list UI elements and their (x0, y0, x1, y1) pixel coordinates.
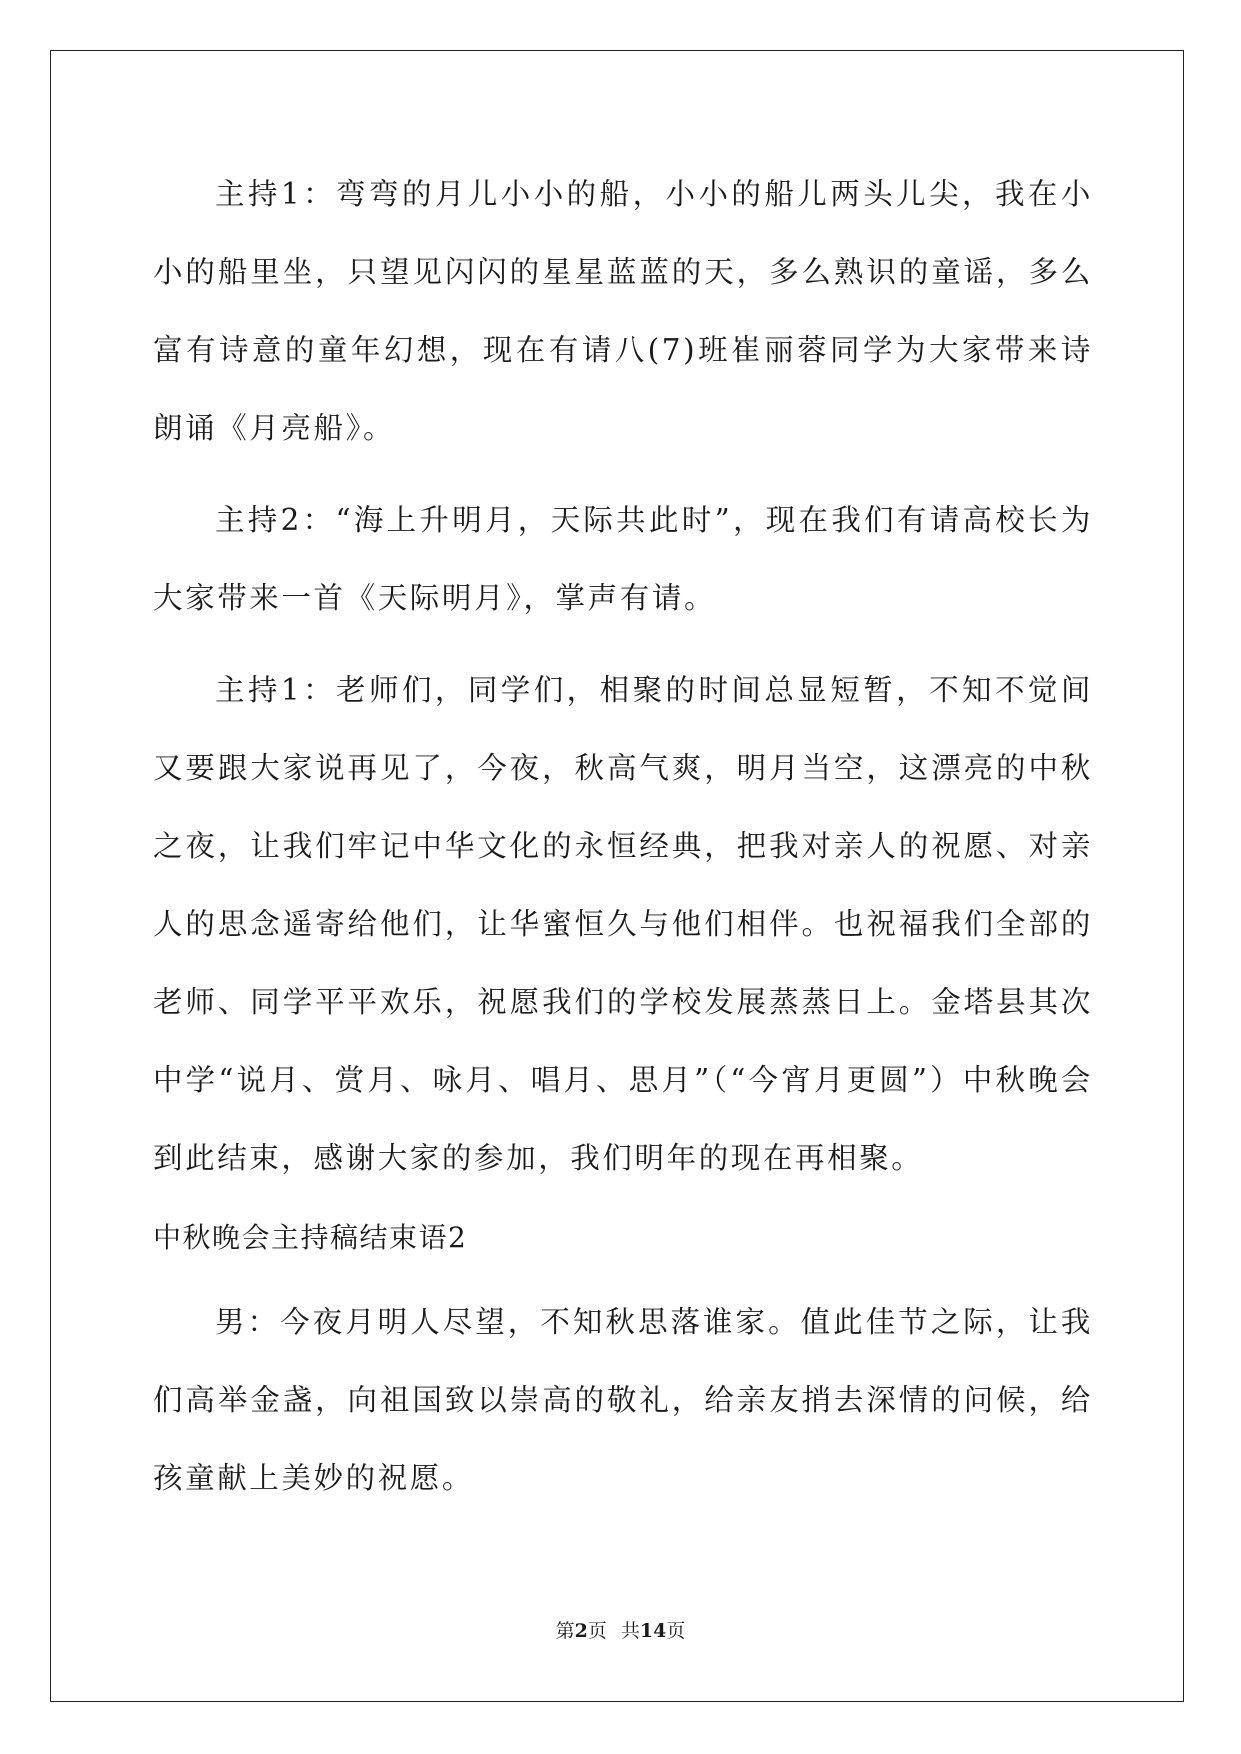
total-pages: 14 (639, 1620, 667, 1642)
total-suffix: 页 (666, 1620, 686, 1642)
section-heading: 中秋晚会主持稿结束语2 (153, 1221, 468, 1254)
page-footer (0, 1616, 1241, 1643)
paragraph-male-host: 男：今夜月明人尽望，不知秋思落谁家。值此佳节之际，让我们高举金盏，向祖国致以崇高的敬礼，给亲友捎去深情的问候，给孩童献上美妙的祝愿。 (153, 1305, 1093, 1495)
document-body (153, 155, 1093, 1517)
paragraph-host1-intro: 主持1：弯弯的月儿小小的船，小小的船儿两头儿尖，我在小小的船里坐，只望见闪闪的星星蓝蓝的天，多么熟识的童谣，多么富有诗意的童年幻想，现在有请八(7)班崔丽蓉同学为大家带来诗朗诵《月亮船》。 (153, 177, 1093, 445)
page-prefix: 第 (555, 1620, 575, 1642)
page-suffix: 页 (587, 1620, 607, 1642)
total-prefix: 共 (620, 1620, 640, 1642)
paragraph-host1-closing: 主持1：老师们，同学们，相聚的时间总显短暂，不知不觉间又要跟大家说再见了，今夜，秋高气爽，明月当空，这漂亮的中秋之夜，让我们牢记中华文化的永恒经典，把我对亲人的祝愿、对亲人的思念遥寄给他们，让华蜜恒久与他们相伴。也祝福我们全部的老师、同学平平欢乐，祝愿我们的学校发展蒸蒸日上。金塔县其次中学“说月、赏月、咏月、唱月、思月”（“今宵月更圆”）中秋晚会到此结束，感谢大家的参加，我们明年的现在再相聚。 (153, 673, 1093, 1175)
paragraph-host2-invite: 主持2：“海上升明月，天际共此时”，现在我们有请高校长为大家带来一首《天际明月》，掌声有请。 (153, 503, 1093, 615)
page-number: 2 (574, 1620, 588, 1642)
